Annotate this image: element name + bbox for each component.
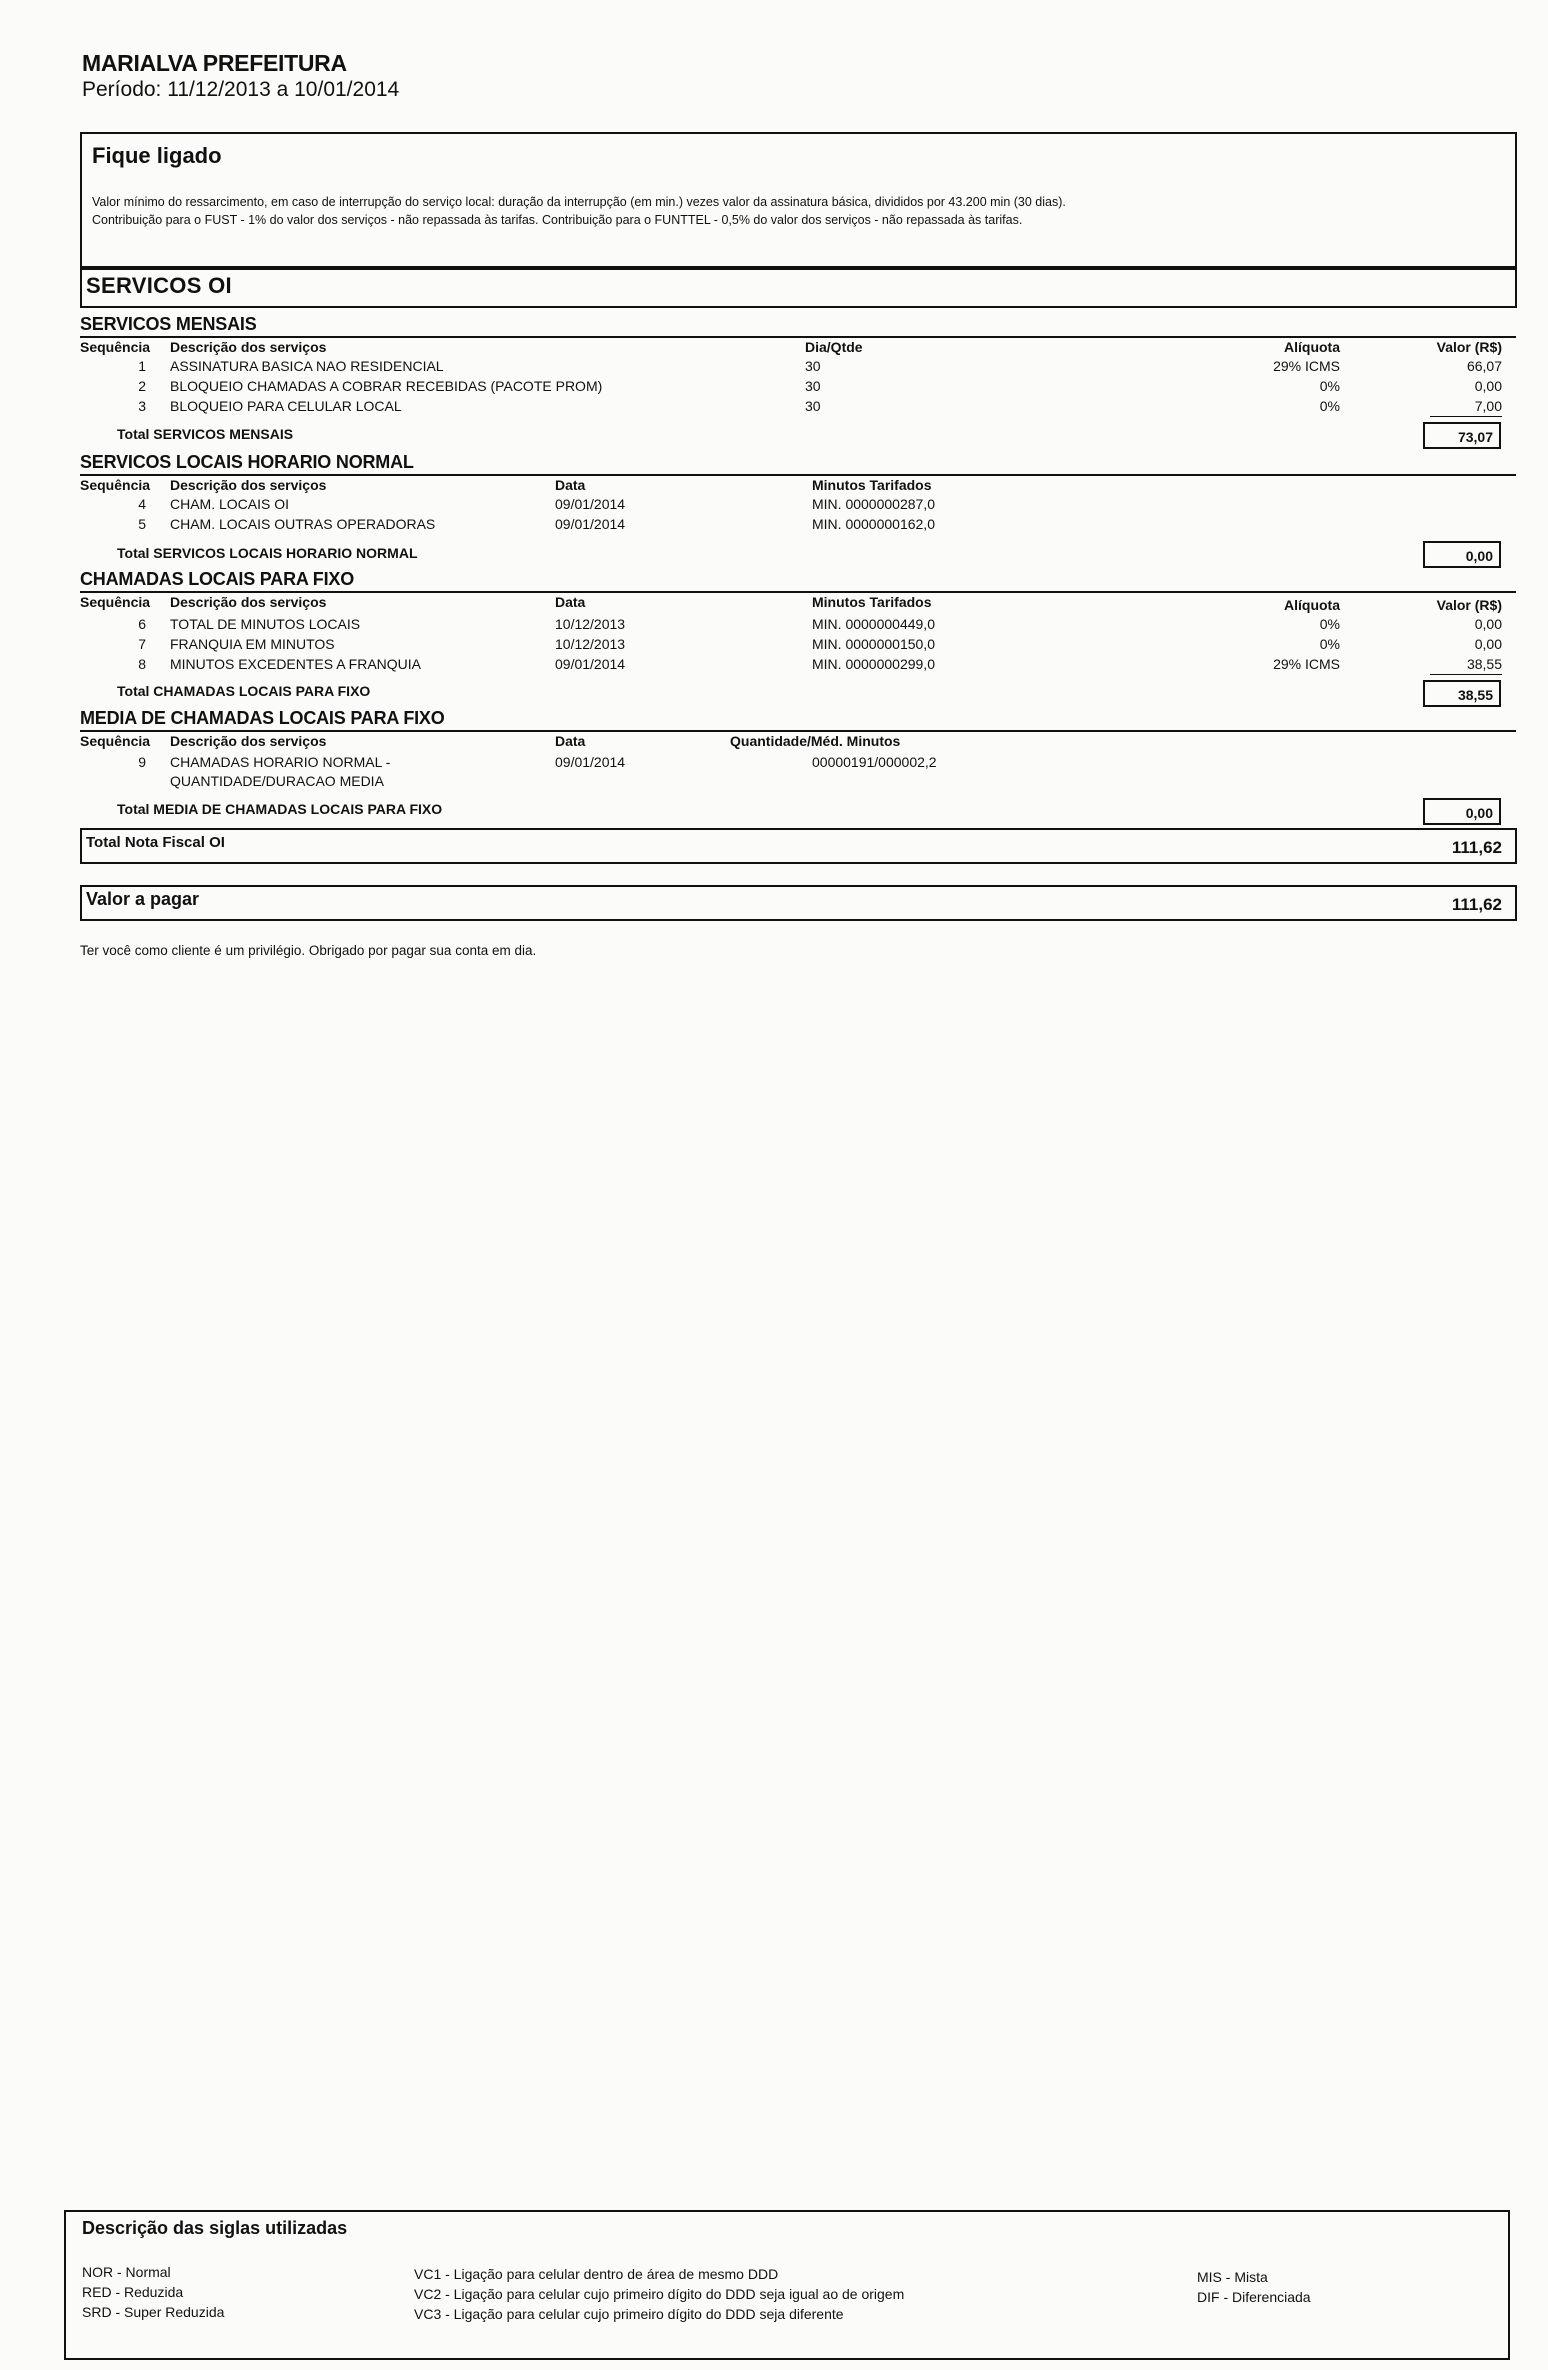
media-rule xyxy=(80,730,1516,732)
mensais-col-aliq: Alíquota xyxy=(1284,339,1340,355)
valor-a-pagar-label: Valor a pagar xyxy=(86,889,200,909)
row-aliq: 29% ICMS xyxy=(1273,656,1340,672)
legend-red: RED - Reduzida xyxy=(82,2284,184,2300)
fixo-total-label: Total CHAMADAS LOCAIS PARA FIXO xyxy=(117,683,371,699)
locais-col-seq: Sequência xyxy=(80,477,151,493)
row-qty: 30 xyxy=(805,378,821,394)
media-col-seq: Sequência xyxy=(80,733,151,749)
fixo-col-valor: Valor (R$) xyxy=(1436,597,1502,613)
mensais-col-desc: Descrição dos serviços xyxy=(170,339,327,355)
media-title: MEDIA DE CHAMADAS LOCAIS PARA FIXO xyxy=(80,708,445,728)
fixo-col-data: Data xyxy=(555,594,586,610)
row-desc: TOTAL DE MINUTOS LOCAIS xyxy=(170,616,361,632)
row-aliq: 0% xyxy=(1319,616,1340,632)
row-desc: CHAM. LOCAIS OUTRAS OPERADORAS xyxy=(170,516,436,532)
fique-ligado-line-1: Valor mínimo do ressarcimento, em caso de interrupção do serviço local: duração da interrupção (em min.) vezes valor da assinatura básica, divididos por 43.200 min (30 dias). xyxy=(92,195,1066,209)
mensais-col-valor: Valor (R$) xyxy=(1436,339,1502,355)
row-min: MIN. 0000000162,0 xyxy=(812,516,935,532)
fixo-col-min: Minutos Tarifados xyxy=(812,594,932,610)
period-label: Período: xyxy=(82,78,162,101)
mensais-total-label: Total SERVICOS MENSAIS xyxy=(117,426,294,442)
row-seq: 5 xyxy=(138,516,146,532)
media-col-data: Data xyxy=(555,733,586,749)
row-valor: 7,00 xyxy=(1474,398,1502,414)
row-min: MIN. 0000000287,0 xyxy=(812,496,935,512)
locais-rule xyxy=(80,474,1516,476)
legend-vc3: VC3 - Ligação para celular cujo primeiro dígito do DDD seja diferente xyxy=(414,2306,844,2322)
fique-ligado-line-2: Contribuição para o FUST - 1% do valor dos serviços - não repassada às tarifas. Contribuição para o FUNTTEL - 0,5% do valor dos serviços - não repassada às tarifas. xyxy=(92,213,1023,227)
row-data: 10/12/2013 xyxy=(555,616,626,632)
fique-ligado-title: Fique ligado xyxy=(92,143,222,168)
row-qty: 30 xyxy=(805,398,821,414)
fixo-col-desc: Descrição dos serviços xyxy=(170,594,327,610)
row-valor: 66,07 xyxy=(1466,358,1502,374)
row-min: MIN. 0000000150,0 xyxy=(812,636,935,652)
fixo-total-box: 38,55 xyxy=(1423,680,1501,707)
period-value: 11/12/2013 a 10/01/2014 xyxy=(167,78,400,101)
row-seq: 2 xyxy=(138,378,146,394)
row-desc: ASSINATURA BASICA NAO RESIDENCIAL xyxy=(170,358,444,374)
locais-total-box: 0,00 xyxy=(1423,541,1501,568)
mensais-col-qty: Dia/Qtde xyxy=(805,339,863,355)
legend-srd: SRD - Super Reduzida xyxy=(82,2304,225,2320)
locais-col-desc: Descrição dos serviços xyxy=(170,477,327,493)
row-valor: 38,55 xyxy=(1466,656,1502,672)
row-min: MIN. 0000000299,0 xyxy=(812,656,935,672)
row-desc-line-1: CHAMADAS HORARIO NORMAL - xyxy=(170,754,391,770)
valor-a-pagar-value: 111,62 xyxy=(1451,895,1502,914)
fixo-col-aliq: Alíquota xyxy=(1284,597,1340,613)
fixo-title: CHAMADAS LOCAIS PARA FIXO xyxy=(80,569,355,589)
row-desc: BLOQUEIO PARA CELULAR LOCAL xyxy=(170,398,402,414)
row-qty: 00000191/000002,2 xyxy=(812,754,937,770)
media-col-desc: Descrição dos serviços xyxy=(170,733,327,749)
media-total-label: Total MEDIA DE CHAMADAS LOCAIS PARA FIXO xyxy=(117,801,443,817)
locais-total-label: Total SERVICOS LOCAIS HORARIO NORMAL xyxy=(117,545,418,561)
legend-dif: DIF - Diferenciada xyxy=(1197,2289,1311,2305)
row-data: 09/01/2014 xyxy=(555,496,626,512)
row-qty: 30 xyxy=(805,358,821,374)
row-seq: 8 xyxy=(138,656,146,672)
row-desc: FRANQUIA EM MINUTOS xyxy=(170,636,335,652)
billing-period xyxy=(82,78,399,102)
valor-a-pagar-box xyxy=(80,885,1517,921)
locais-title: SERVICOS LOCAIS HORARIO NORMAL xyxy=(80,452,414,472)
row-valor: 0,00 xyxy=(1474,378,1502,394)
company-name: MARIALVA PREFEITURA xyxy=(82,50,347,76)
row-data: 09/01/2014 xyxy=(555,656,626,672)
row-seq: 4 xyxy=(138,496,146,512)
row-min: MIN. 0000000449,0 xyxy=(812,616,935,632)
row-seq: 3 xyxy=(138,398,146,414)
nota-fiscal-label: Total Nota Fiscal OI xyxy=(86,834,225,851)
mensais-valor-underline xyxy=(1430,416,1502,417)
media-col-qty: Quantidade/Méd. Minutos xyxy=(730,733,901,749)
section-title: SERVICOS OI xyxy=(86,273,232,298)
row-valor: 0,00 xyxy=(1474,636,1502,652)
row-aliq: 0% xyxy=(1319,378,1340,394)
media-row-desc-line-2: QUANTIDADE/DURACAO MEDIA xyxy=(170,773,384,789)
servicos-oi-box xyxy=(80,268,1517,308)
mensais-total-box: 73,07 xyxy=(1423,422,1501,449)
row-seq: 9 xyxy=(138,754,146,770)
row-seq: 6 xyxy=(138,616,146,632)
legend-vc2: VC2 - Ligação para celular cujo primeiro dígito do DDD seja igual ao de origem xyxy=(414,2286,905,2302)
row-desc: CHAM. LOCAIS OI xyxy=(170,496,290,512)
mensais-rule xyxy=(80,336,1516,338)
nota-fiscal-value: 111,62 xyxy=(1451,838,1502,857)
row-data: 10/12/2013 xyxy=(555,636,626,652)
media-total-box: 0,00 xyxy=(1423,798,1501,825)
mensais-col-seq: Sequência xyxy=(80,339,151,355)
row-desc: BLOQUEIO CHAMADAS A COBRAR RECEBIDAS (PACOTE PROM) xyxy=(170,378,603,394)
nota-fiscal-box xyxy=(80,828,1517,864)
row-desc: MINUTOS EXCEDENTES A FRANQUIA xyxy=(170,656,422,672)
row-seq: 7 xyxy=(138,636,146,652)
row-data: 09/01/2014 xyxy=(555,754,626,770)
row-valor: 0,00 xyxy=(1474,616,1502,632)
fixo-valor-underline xyxy=(1430,674,1502,675)
legend-vc1: VC1 - Ligação para celular dentro de área de mesmo DDD xyxy=(414,2266,779,2282)
legend-nor: NOR - Normal xyxy=(82,2264,171,2280)
row-data: 09/01/2014 xyxy=(555,516,626,532)
row-aliq: 0% xyxy=(1319,398,1340,414)
legend-mis: MIS - Mista xyxy=(1197,2269,1268,2285)
fixo-rule xyxy=(80,591,1516,593)
locais-col-min: Minutos Tarifados xyxy=(812,477,932,493)
mensais-title: SERVICOS MENSAIS xyxy=(80,314,257,334)
row-seq: 1 xyxy=(138,358,146,374)
thanks-message: Ter você como cliente é um privilégio. Obrigado por pagar sua conta em dia. xyxy=(80,943,537,958)
row-aliq: 29% ICMS xyxy=(1273,358,1340,374)
legend-title: Descrição das siglas utilizadas xyxy=(82,2218,348,2238)
fixo-col-seq: Sequência xyxy=(80,594,151,610)
row-aliq: 0% xyxy=(1319,636,1340,652)
locais-col-data: Data xyxy=(555,477,586,493)
